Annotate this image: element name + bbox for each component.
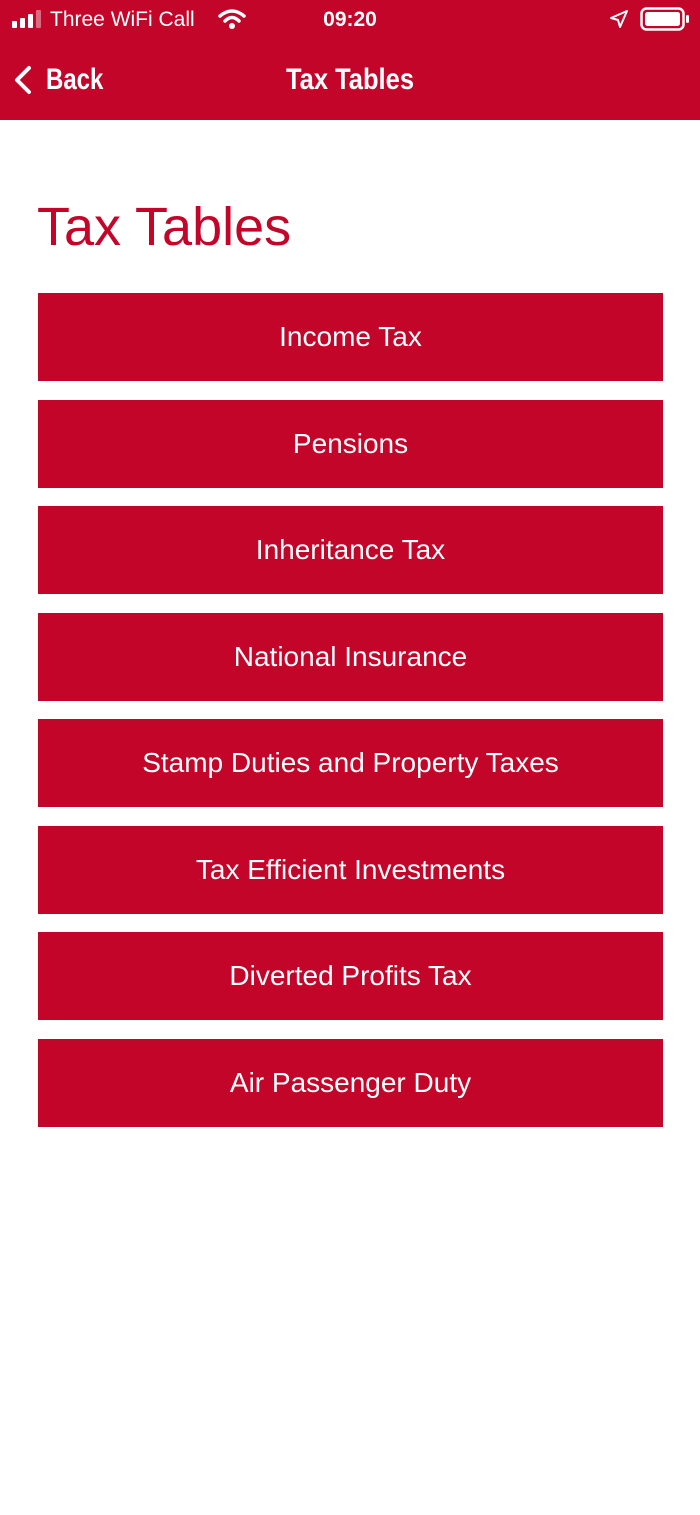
battery-icon xyxy=(640,7,690,31)
location-arrow-icon xyxy=(609,9,629,29)
back-label: Back xyxy=(46,63,104,96)
status-time: 09:20 xyxy=(323,8,377,31)
navigation-bar xyxy=(0,40,700,120)
tax-tables-menu xyxy=(38,293,663,1145)
nav-title: Tax Tables xyxy=(285,63,415,96)
menu-item-diverted-profits-tax[interactable]: Diverted Profits Tax xyxy=(38,932,663,1020)
app-header xyxy=(0,0,700,120)
chevron-left-icon xyxy=(12,65,34,95)
carrier-name: Three WiFi Call xyxy=(50,8,195,31)
menu-item-inheritance-tax[interactable]: Inheritance Tax xyxy=(38,506,663,594)
menu-item-pensions[interactable]: Pensions xyxy=(38,400,663,488)
menu-item-stamp-duties[interactable]: Stamp Duties and Property Taxes xyxy=(38,719,663,807)
status-bar xyxy=(0,0,700,40)
page-title: Tax Tables xyxy=(37,197,292,257)
menu-item-income-tax[interactable]: Income Tax xyxy=(38,293,663,381)
menu-item-air-passenger-duty[interactable]: Air Passenger Duty xyxy=(38,1039,663,1127)
menu-item-tax-efficient-investments[interactable]: Tax Efficient Investments xyxy=(38,826,663,914)
menu-item-national-insurance[interactable]: National Insurance xyxy=(38,613,663,701)
